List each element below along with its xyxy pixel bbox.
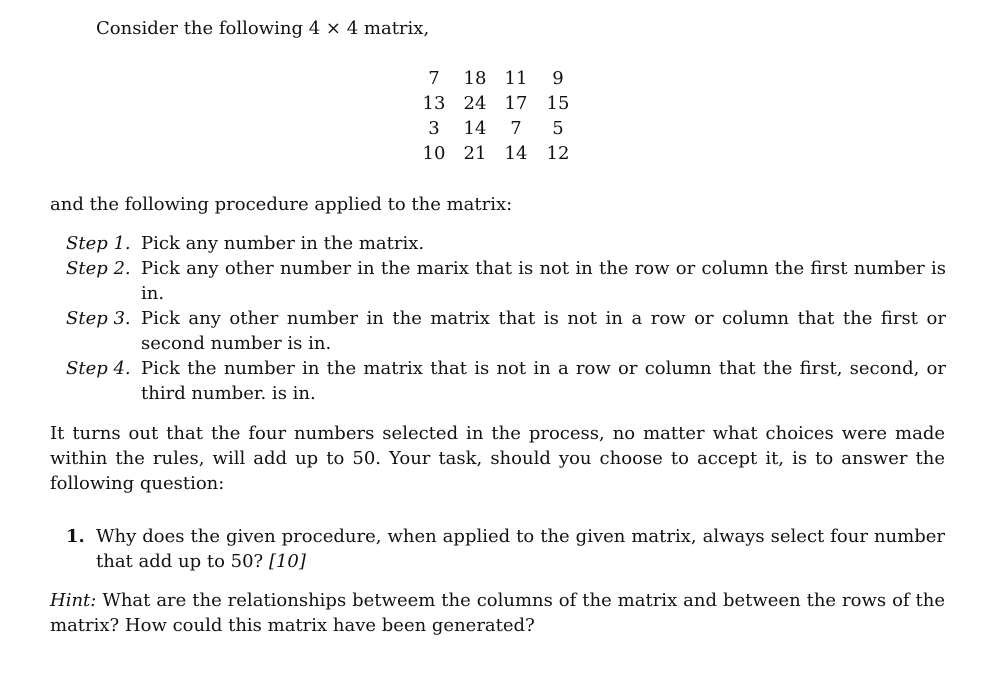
question-marks: [10] xyxy=(268,551,306,572)
step-text: Pick any number in the matrix. xyxy=(141,233,425,254)
procedure-intro: and the following procedure applied to the matrix: xyxy=(50,194,513,215)
matrix-cell: 17 xyxy=(504,93,528,114)
matrix-row xyxy=(414,66,580,91)
hint-paragraph xyxy=(50,588,945,638)
matrix-row xyxy=(414,141,580,166)
hint-text: What are the relationships betweem the columns of the matrix and between the rows of the matrix? How could this matrix have been generated? xyxy=(50,590,945,636)
step-3 xyxy=(66,306,946,356)
matrix-cell: 11 xyxy=(504,68,528,89)
matrix-cell: 21 xyxy=(463,143,487,164)
procedure-steps xyxy=(66,231,946,406)
intro-text: Consider the following 4 × 4 matrix, xyxy=(96,18,430,39)
hint-label: Hint: xyxy=(50,590,97,611)
matrix-row xyxy=(414,116,580,141)
matrix-cell: 10 xyxy=(422,143,446,164)
step-text: Pick any other number in the matrix that is not in a row or column that the first or second number is in. xyxy=(141,308,946,354)
matrix-cell: 15 xyxy=(546,93,570,114)
step-label: Step 3. xyxy=(66,308,131,329)
question-text: Why does the given procedure, when applied to the given matrix, always select four number that add up to 50? xyxy=(96,526,945,572)
matrix-cell: 24 xyxy=(463,93,487,114)
step-text: Pick any other number in the marix that is not in the row or column the first number is in. xyxy=(141,258,946,304)
matrix-cell: 7 xyxy=(510,118,522,139)
matrix-cell: 7 xyxy=(428,68,440,89)
step-label: Step 4. xyxy=(66,358,131,379)
matrix-cell: 14 xyxy=(463,118,487,139)
matrix-cell: 18 xyxy=(463,68,487,89)
matrix-cell: 14 xyxy=(504,143,528,164)
matrix-cell: 13 xyxy=(422,93,446,114)
question-1 xyxy=(66,524,945,574)
matrix-row xyxy=(414,91,580,116)
result-paragraph: It turns out that the four numbers selected in the process, no matter what choices were made within the rules, will add up to 50. Your task, should you choose to accept it, is to answer the following question: xyxy=(50,423,945,494)
step-1 xyxy=(66,231,946,256)
matrix-cell: 12 xyxy=(546,143,570,164)
question-body xyxy=(66,524,945,574)
step-text: Pick the number in the matrix that is not in a row or column that the first, second, or third number. is in. xyxy=(141,358,946,404)
step-2 xyxy=(66,256,946,306)
question-number: 1. xyxy=(66,526,85,547)
matrix xyxy=(414,66,580,166)
matrix-cell: 5 xyxy=(552,118,564,139)
step-label: Step 1. xyxy=(66,233,131,254)
step-label: Step 2. xyxy=(66,258,131,279)
step-4 xyxy=(66,356,946,406)
matrix-cell: 9 xyxy=(552,68,564,89)
matrix-cell: 3 xyxy=(428,118,440,139)
